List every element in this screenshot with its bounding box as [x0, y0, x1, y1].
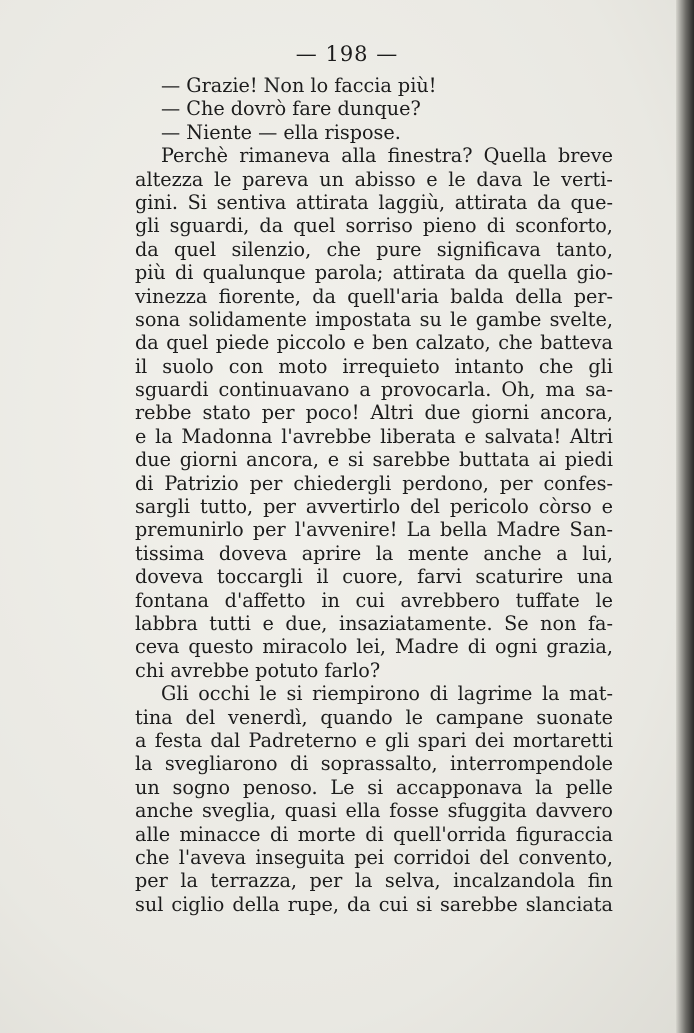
- text-line: doveva toccargli il cuore, farvi scaturire una: [135, 565, 613, 589]
- text-line: sona solidamente impostata su le gambe svelte,: [135, 307, 613, 331]
- text-line: di Patrizio per chiedergli perdono, per confes-: [135, 471, 613, 495]
- text-line: il suolo con moto irrequieto intanto che gli: [135, 354, 613, 378]
- text-line: — Grazie! Non lo faccia più!: [161, 74, 437, 97]
- text-line: un sogno penoso. Le si accapponava la pelle: [135, 775, 613, 799]
- text-line: la svegliarono di soprassalto, interrompendole: [135, 752, 613, 776]
- text-line: fontana d'affetto in cui avrebbero tuffate le: [135, 588, 613, 612]
- text-line: gli sguardi, da quel sorriso pieno di sconforto,: [135, 214, 613, 238]
- text-line: più di qualunque parola; attirata da quella gio-: [135, 261, 613, 285]
- text-line: da quel piede piccolo e ben calzato, che batteva: [135, 331, 613, 355]
- text-line: a festa dal Padreterno e gli spari dei mortaretti: [135, 728, 613, 752]
- text-line: Gli occhi le si riempirono di lagrime la mat-: [161, 682, 613, 706]
- page-edge-shadow: [676, 0, 694, 1033]
- text-line: chi avrebbe potuto farlo?: [135, 658, 381, 682]
- text-line: sguardi continuavano a provocarla. Oh, ma sa-: [135, 378, 613, 402]
- text-line: altezza le pareva un abisso e le dava le verti-: [135, 167, 613, 191]
- text-line: da quel silenzio, che pure significava tanto,: [135, 237, 613, 261]
- text-line: tissima doveva aprire la mente anche a lui,: [135, 541, 613, 565]
- text-line: rebbe stato per poco! Altri due giorni ancora,: [135, 401, 613, 425]
- text-line: tina del venerdì, quando le campane suonate: [135, 705, 613, 729]
- text-line: e la Madonna l'avrebbe liberata e salvata! Altri: [135, 424, 613, 448]
- text-line: anche sveglia, quasi ella fosse sfuggita davvero: [135, 799, 613, 823]
- text-line: per la terrazza, per la selva, incalzandola fin: [135, 869, 613, 893]
- text-line: sargli tutto, per avvertirlo del pericolo còrso e: [135, 495, 613, 519]
- text-line: vinezza fiorente, da quell'aria balda della per-: [135, 284, 613, 308]
- page-number: — 198 —: [295, 42, 399, 66]
- text-line: — Niente — ella rispose.: [161, 120, 401, 144]
- text-line: che l'aveva inseguita pei corridoi del convento,: [135, 845, 613, 869]
- text-line: labbra tutti e due, insaziatamente. Se non fa-: [135, 611, 613, 635]
- text-line: Perchè rimaneva alla finestra? Quella breve: [161, 144, 613, 168]
- body-text: [135, 74, 613, 916]
- text-line: alle minacce di morte di quell'orrida figuraccia: [135, 822, 613, 846]
- text-line: gini. Si sentiva attirata laggiù, attirata da que-: [135, 190, 613, 214]
- text-line: ceva questo miracolo lei, Madre di ogni grazia,: [135, 635, 613, 659]
- text-line: sul ciglio della rupe, da cui si sarebbe slanciata: [135, 892, 613, 916]
- text-line: — Che dovrò fare dunque?: [161, 97, 421, 121]
- text-line: due giorni ancora, e si sarebbe buttata ai piedi: [135, 448, 613, 472]
- text-line: premunirlo per l'avvenire! La bella Madre San-: [135, 518, 613, 542]
